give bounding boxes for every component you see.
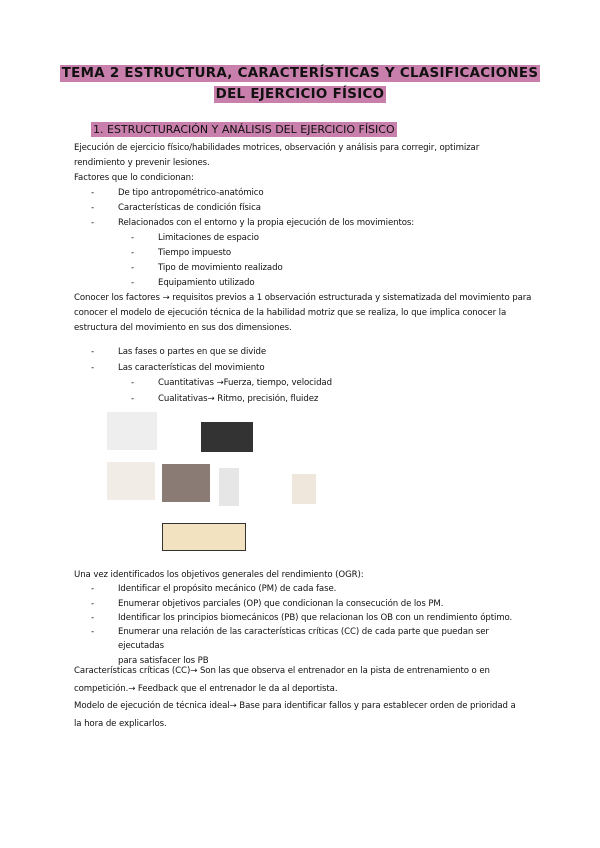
list-item: - Las fases o partes en que se divide: [74, 345, 534, 361]
paragraph-line: Conocer los factores → requisitos previos a 1 observación estructurada y sistematizada del movimiento para: [74, 293, 532, 303]
document-title-line2: [0, 87, 600, 102]
pullup-image: [107, 462, 155, 500]
title-text: DEL EJERCICIO FÍSICO: [215, 87, 385, 102]
list-item: - Cuantitativas →Fuerza, tiempo, velocidad: [74, 376, 534, 392]
intro-line: rendimiento y prevenir lesiones.: [74, 158, 210, 168]
bench-press-image: [162, 523, 246, 551]
ogr-block: [74, 568, 534, 668]
document-title-line1: [0, 66, 600, 81]
ogr-label: Una vez identificados los objetivos generales del rendimiento (OGR):: [74, 570, 364, 580]
exercise-images-collage: [107, 412, 303, 550]
list-item: - Limitaciones de espacio: [74, 231, 534, 246]
paragraph-line: estructura del movimiento en sus dos dimensiones.: [74, 323, 292, 333]
list-item: - Enumerar una relación de las características críticas (CC) de cada parte que puedan ser ejecutadas: [74, 625, 534, 654]
continuation-text: para satisfacer los PB: [118, 655, 209, 666]
list-item: - Tipo de movimiento realizado: [74, 261, 534, 276]
list-item: - Características de condición física: [74, 201, 534, 216]
paragraph-line: conocer el modelo de ejecución técnica de la habilidad motriz que se realiza, lo que implica conocer la: [74, 308, 507, 318]
dimensions-list: [74, 345, 534, 407]
list-item: - De tipo antropométrico-anatómico: [74, 186, 534, 201]
list-item: - Enumerar objetivos parciales (OP) que condicionan la consecución de los PM.: [74, 597, 534, 611]
section-heading: [91, 123, 397, 136]
paragraph-line: la hora de explicarlos.: [74, 718, 167, 729]
title-text: TEMA 2 ESTRUCTURA, CARACTERÍSTICAS Y CLASIFICACIONES: [61, 66, 539, 81]
paragraph-line: competición.→ Feedback que el entrenador le da al deportista.: [74, 683, 338, 694]
weightlifting-image: [201, 422, 253, 452]
paragraph-line: Modelo de ejecución de técnica ideal→ Base para identificar fallos y para establecer orden de prioridad a: [74, 701, 516, 711]
list-item: - Equipamiento utilizado: [74, 276, 534, 291]
critical-characteristics-block: [74, 663, 534, 733]
list-item: - Relacionados con el entorno y la propia ejecución de los movimientos:: [74, 216, 534, 231]
factors-list: [74, 186, 534, 291]
anatomy-image: [219, 468, 239, 506]
list-item: - Tiempo impuesto: [74, 246, 534, 261]
list-item: - Las características del movimiento: [74, 361, 534, 377]
factors-paragraph: [74, 291, 534, 336]
gym-machine-image: [162, 464, 210, 502]
factors-label: Factores que lo condicionan:: [74, 173, 194, 183]
legs-image: [292, 474, 316, 504]
section-heading-text: 1. ESTRUCTURACIÓN Y ANÁLISIS DEL EJERCICIO FÍSICO: [93, 123, 395, 136]
list-item: - Identificar el propósito mecánico (PM) de cada fase.: [74, 582, 534, 596]
throw-image: [107, 412, 157, 450]
paragraph-line: Características críticas (CC)→ Son las que observa el entrenador en la pista de entrenamiento o en: [74, 666, 490, 676]
intro-block: [74, 141, 534, 291]
list-item: - Cualitativas→ Ritmo, precisión, fluidez: [74, 392, 534, 408]
list-item: - Identificar los principios biomecánicos (PB) que relacionan los OB con un rendimiento óptimo.: [74, 611, 534, 625]
intro-line: Ejecución de ejercicio físico/habilidades motrices, observación y análisis para corregir, optimizar: [74, 143, 480, 153]
